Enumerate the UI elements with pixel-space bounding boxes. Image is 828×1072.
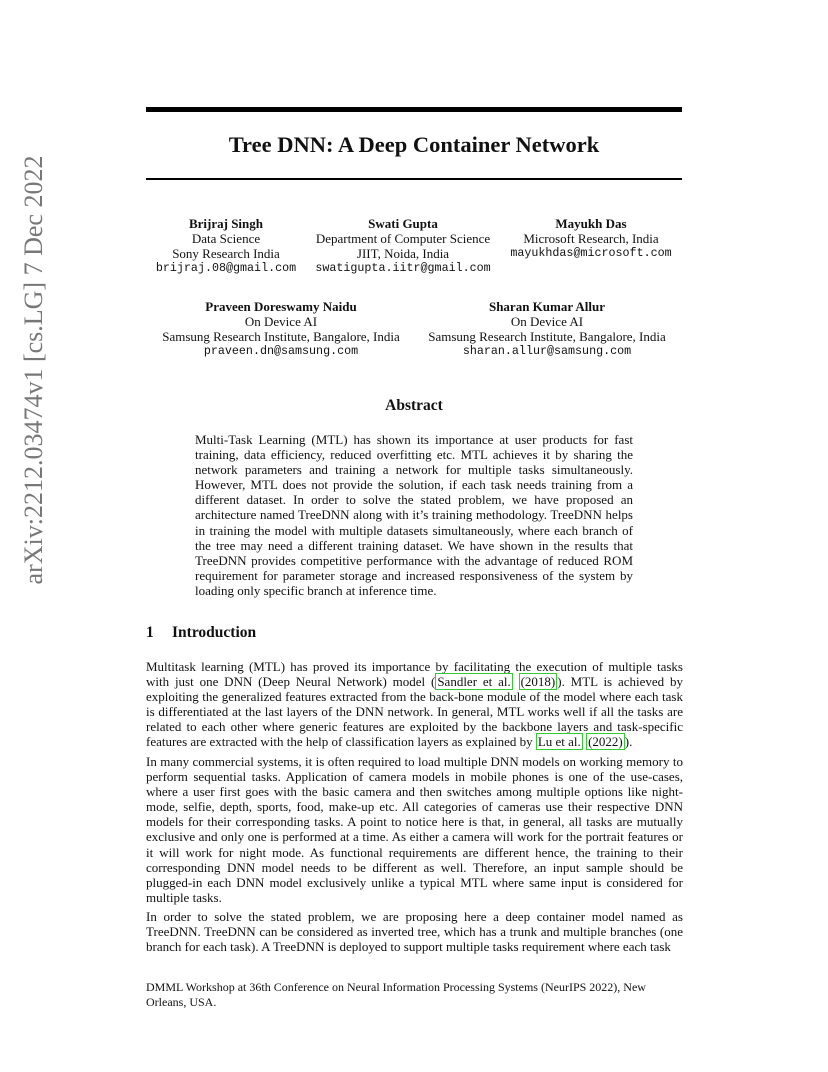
intro-paragraph-2: In many commercial systems, it is often required to load multiple DNN models on working memory to perform sequential tasks. Application of camera models in mobile phones is one of the use-cases, where a user first goes with the basic camera and then switches among multiple options like night-mode, selfie, depth, sports, food, make-up etc. All categories of cameras use their respective DNN models for their corresponding tasks. A point to notice here is that, in general, all tasks are mutually exclusive and only one is performed at a time. As either a camera will work for the portrait features or it will work for night mode. As functional requirements are different hence, the training to their corresponding DNN model needs to be different as well. Therefore, an input sample should be plugged-in each DNN model exclusively unlike a typical MTL where same input is considered for multiple tasks. [146,754,683,905]
author-name: Mayukh Das [555,216,627,231]
author-affiliation: JIIT, Noida, India [356,246,450,261]
arxiv-identifier: arXiv:2212.03474v1 [cs.LG] 7 Dec 2022 [19,155,48,585]
author-email[interactable]: mayukhdas@microsoft.com [510,246,672,260]
author-affiliation: On Device AI [510,314,584,329]
citation-link[interactable] [536,733,583,750]
author-affiliation: Microsoft Research, India [523,231,659,246]
author-name: Swati Gupta [368,216,438,231]
intro-paragraph-1 [146,659,683,750]
author-email[interactable]: sharan.allur@samsung.com [462,344,632,358]
author-affiliation: On Device AI [244,314,318,329]
intro-paragraph-3: In order to solve the stated problem, we are proposing here a deep container model named as TreeDNN. TreeDNN can be considered as inverted tree, which has a trunk and multiple branches (one branch for each task). A TreeDNN is deployed to support multiple tasks requirement where each task [146,909,683,955]
author-affiliation: Data Science [191,231,261,246]
citation-authors: Sandler et al. [437,674,511,690]
citation-link[interactable] [435,673,512,690]
citation-authors: Lu et al. [537,734,581,750]
paragraph-text: ). [624,734,633,750]
title-bottom-rule [146,178,682,180]
citation-link[interactable] [519,673,558,690]
paragraph-text: ). MTL is achieved by exploiting the generalized features extracted from the back-bone module of the model where each task is differentiated at the last layers of the DNN network. In general, MTL works well if all the tasks are related to each other where generic features are exploited by the backbone layers and task-specific features are extracted with the help of classification layers as explained by [146,674,683,750]
paragraph-text: Multitask learning (MTL) has proved its importance by facilitating the execution of multiple tasks with just one DNN (Deep Neural Network) model ( [146,659,683,690]
citation-link[interactable] [586,733,625,750]
author-email[interactable]: praveen.dn@samsung.com [203,344,359,358]
section-title: Introduction [172,624,257,641]
venue-footnote: DMML Workshop at 36th Conference on Neural Information Processing Systems (NeurIPS 2022), New Orleans, USA. [146,980,646,1009]
author-affiliation: Samsung Research Institute, Bangalore, India [428,329,666,344]
abstract-text: Multi-Task Learning (MTL) has shown its importance at user products for fast training, data efficiency, reduced overfitting etc. MTL achieves it by sharing the network parameters and training a network for multiple tasks simultaneously. However, MTL does not provide the solution, if each task needs training from a different dataset. In order to solve the stated problem, we have proposed an architecture named TreeDNN along with it’s training methodology. TreeDNN helps in training the model with multiple datasets simultaneously, where each branch of the tree may need a different training dataset. We have shown in the results that TreeDNN provides competitive performance with the advantage of reduced ROM requirement for parameter storage and increased responsiveness of the system by loading only specific branch at inference time. [195,432,633,598]
author-block-4 [153,299,409,359]
author-email[interactable]: swatigupta.iitr@gmail.com [315,261,491,275]
author-affiliation: Sony Research India [172,246,280,261]
author-email[interactable]: brijraj.08@gmail.com [155,261,297,275]
author-name: Sharan Kumar Allur [488,299,606,314]
section-heading [146,624,256,642]
abstract-heading: Abstract [385,397,443,414]
author-block-3 [505,216,677,261]
author-affiliation: Samsung Research Institute, Bangalore, India [162,329,400,344]
title-top-rule [146,107,682,112]
paper-title: Tree DNN: A Deep Container Network [228,132,600,157]
citation-year: (2022) [588,734,623,750]
author-name: Brijraj Singh [188,216,264,231]
citation-year: (2018) [520,674,556,690]
author-block-5 [419,299,675,359]
author-block-2 [305,216,501,276]
author-name: Praveen Doreswamy Naidu [205,299,357,314]
section-number: 1 [146,624,154,641]
author-affiliation: Department of Computer Science [315,231,491,246]
author-block-1 [146,216,306,276]
